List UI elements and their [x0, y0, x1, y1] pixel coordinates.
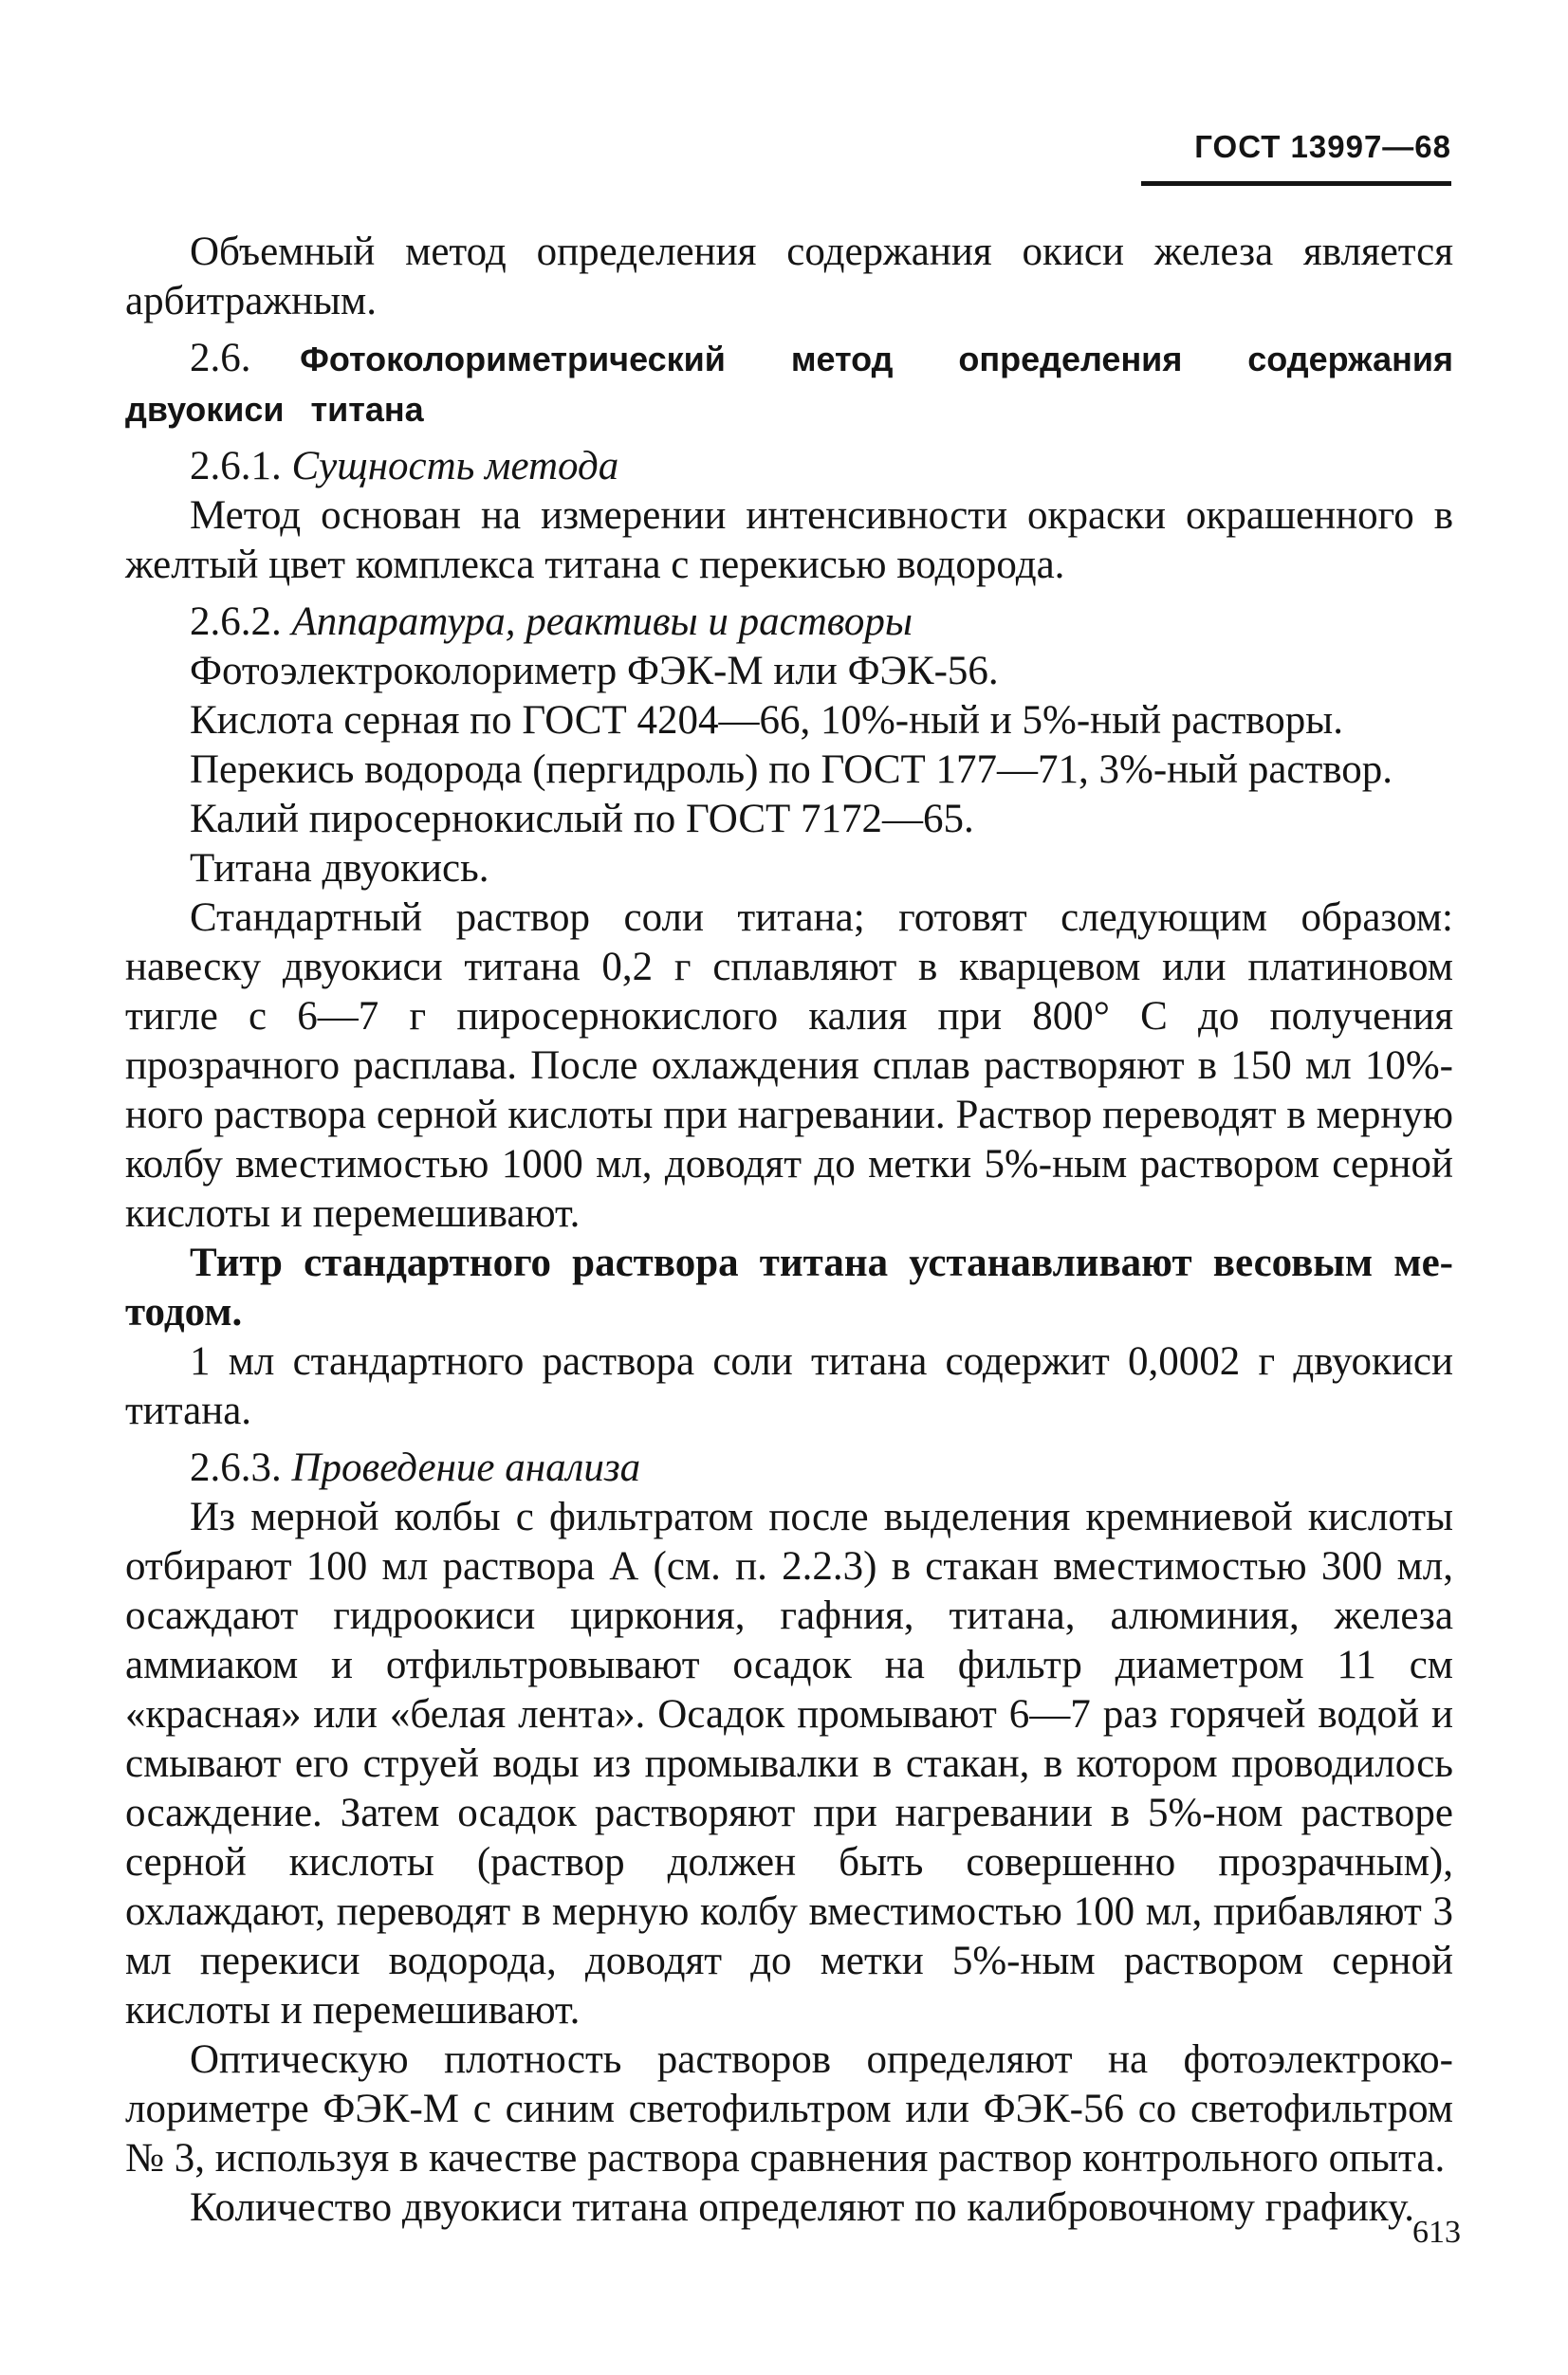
paragraph-titer: Титр стандартного раствора титана устанавливают весовым методом. — [125, 1241, 1453, 1335]
subsection-number: 2.6.1. — [190, 444, 282, 488]
running-header: ГОСТ 13997—68 — [1194, 129, 1451, 164]
paragraph-arbitration-method: Объемный метод определения содержания окиси железа является арбитражным. — [125, 230, 1453, 323]
subsection-title: Аппаратура, реактивы и растворы — [291, 599, 913, 644]
body-text — [125, 228, 1453, 2233]
page-number: 613 — [1412, 2215, 1461, 2250]
paragraph-method-essence: Метод основан на измерении интенсивности окраски окрашенного в желтый цвет комплекса титана с перекисью водорода. — [125, 493, 1453, 587]
section-2-6-2-heading — [125, 598, 1453, 647]
paragraph-optical-density: Оптическую плотность растворов определяют на фотоэлектроколориметре ФЭК-М с синим светофильтром или ФЭК-56 со светофильтром № 3, используя в качестве раствора сравнения раствор контрольного опыта. — [125, 2037, 1453, 2181]
subsection-title: Проведение анализа — [291, 1445, 641, 1490]
section-2-6-1-heading — [125, 442, 1453, 491]
paragraph-potassium-pyrosulfate: Калий пиросернокислый по ГОСТ 7172—65. — [190, 797, 974, 841]
paragraph-calibration-graph: Количество двуокиси титана определяют по калибровочному графику. — [190, 2185, 1414, 2230]
paragraph-hydrogen-peroxide: Перекись водорода (пергидроль) по ГОСТ 177—71, 3%-ный раствор. — [190, 747, 1393, 792]
section-title: Фотоколориметрический метод определения содержания двуокиси титана — [125, 340, 1454, 429]
subsection-number: 2.6.2. — [190, 599, 282, 644]
paragraph-sulfuric-acid: Кислота серная по ГОСТ 4204—66, 10%-ный и 5%-ный растворы. — [190, 698, 1343, 743]
paragraph-standard-solution: Стандартный раствор соли титана; готовят следующим образом: навеску двуокиси титана 0,2 г сплавляют в кварцевом или платиновом тигле с 6—7 г пиросернокислого калия при 800° С до получения прозрачного расплава. После охлаждения сплав растворяют в 150 мл 10%-ного раствора серной кислоты при нагревании. Раствор переводят в мерную колбу вместимостью 1000 мл, доводят до метки 5%-ным раствором серной кислоты и перемешивают. — [125, 895, 1453, 1236]
subsection-title: Сущность метода — [291, 444, 619, 488]
section-number: 2.6. — [190, 336, 251, 380]
section-2-6-heading — [125, 334, 1453, 434]
paragraph-analysis-procedure: Из мерной колбы с фильтратом после выделения кремниевой кислоты отбирают 100 мл раствора А (см. п. 2.2.3) в стакан вместимостью 300 мл, осаждают гидроокиси циркония, гафния, титана, алюминия, железа аммиаком и отфильтровывают осадок на фильтр диаметром 11 см «красная» или «белая лента». Осадок промывают 6—7 раз горячей водой и смывают его струей воды из промывалки в стакан, в котором проводилось осаждение. Затем осадок растворяют при нагревании в 5%-ном растворе серной кислоты (раствор должен быть совершенно прозрачным), охлаждают, переводят в мерную колбу вместимостью 100 мл, прибавляют 3 мл перекиси водорода, доводят до метки 5%-ным раствором серной кислоты и перемешивают. — [125, 1495, 1453, 2033]
paragraph-photocolorimeter: Фотоэлектроколориметр ФЭК-М или ФЭК-56. — [190, 649, 999, 693]
section-2-6-3-heading — [125, 1444, 1453, 1493]
paragraph-concentration: 1 мл стандартного раствора соли титана содержит 0,0002 г двуокиси титана. — [125, 1339, 1453, 1433]
paragraph-titanium-dioxide: Титана двуокись. — [190, 846, 489, 891]
subsection-number: 2.6.3. — [190, 1445, 282, 1490]
header-rule — [1141, 181, 1451, 186]
